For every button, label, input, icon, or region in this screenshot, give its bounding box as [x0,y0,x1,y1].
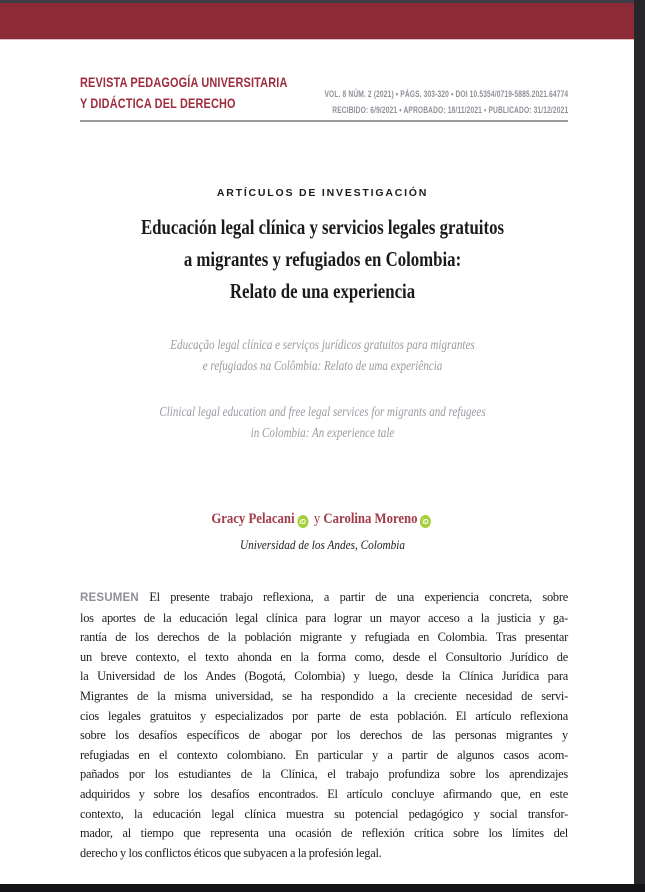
author-line [48,511,596,528]
abstract-line: Migrantes de la misma universidad, se ha respondido a la creciente necesidad de servi- [80,688,568,703]
journal-name-line1: REVISTA PEDAGOGÍA UNIVERSITARIA [80,74,288,90]
abstract-line: un breve contexto, el texto ahonda en la forma como, desde el Consultorio Jurídico de [80,649,568,664]
journal-name-line2: Y DIDÁCTICA DEL DERECHO [80,95,236,111]
received-dates-line: RECIBIDO: 6/9/2021 • APROBADO: 18/11/2021 • PUBLICADO: 31/12/2021 [331,104,568,116]
abstract-line: cios legales gratuitos y especializados por parte de esta población. El artículo reflexiona [80,708,568,723]
author-connector: y [313,511,321,527]
orcid-icon: iD [297,515,308,528]
article-title [65,211,581,307]
abstract-line: sobre los desafíos específicos de abogar por los derechos de las personas migrantes y [80,728,568,743]
abstract-line: mador, al tiempo que representa una ocasión de reflexión crítica sobre los límites del [80,826,568,841]
subtitle-en-line2: in Colombia: An experience tale [250,425,395,440]
abstract-line: refugiadas en el contexto colombiano. En particular y a partir de algunos casos acom- [80,747,568,762]
scan-bottom-edge [0,884,645,892]
abstract-label: RESUMEN [80,592,139,604]
subtitle-pt-line2: e refugiados na Colômbia: Relato de uma experiência [202,358,443,373]
abstract-line: la Universidad de los Andes (Bogotá, Colombia) y luego, desde la Clínica Jurídica para [80,669,568,684]
abstract-line: rantía de los derechos de la población migrante y refugiada en Colombia. Tras presentar [80,630,568,645]
orcid-icon: iD [420,515,431,528]
journal-color-band [0,3,645,40]
abstract-line: los aportes de la educación legal clínica para lograr un mayor acceso a la justicia y ga- [80,610,568,625]
subtitle-en-line1: Clinical legal education and free legal services for migrants and refugees [159,404,486,419]
title-line3: Relato de una experiencia [229,279,416,303]
header-divider [80,120,568,122]
abstract-line: pañados por los estudiantes de la Clínica, el trabajo profundiza sobre los aprendizajes [80,767,568,782]
abstract-block [80,588,568,863]
abstract-line: contexto, la educación legal clínica muestra su potencial pedagógico y social transfor- [80,806,568,821]
title-line1: Educación legal clínica y servicios legales gratuitos [140,215,505,239]
author-name-1: Gracy Pelacani [211,511,295,527]
subtitle-portuguese [58,334,587,376]
abstract-line: derecho y los conflictos éticos que subyacen a la profesión legal. [80,845,382,860]
author-name-2: Carolina Moreno [323,511,418,527]
abstract-line-text: El presente trabajo reflexiona, a partir de una experiencia concreta, sobre [149,590,568,604]
volume-doi-line: VOL. 8 NÚM. 2 (2021) • PÁGS. 303-320 • DOI 10.5354/0719-5885.2021.64774 [324,89,568,100]
subtitle-pt-line1: Educação legal clínica e serviços jurídicos gratuitos para migrantes [170,337,475,352]
title-line2: a migrantes y refugiados en Colombia: [183,247,462,271]
journal-name [80,72,287,114]
abstract-line [80,588,568,609]
scan-right-edge [634,0,645,892]
subtitle-english [58,401,587,443]
abstract-line: adquiridos y sobre los desafíos encontrados. El artículo concluye afirmando que, en este [80,786,568,801]
issue-metadata [324,87,568,118]
author-affiliation: Universidad de los Andes, Colombia [239,538,406,552]
section-label: ARTÍCULOS DE INVESTIGACIÓN [216,187,429,199]
